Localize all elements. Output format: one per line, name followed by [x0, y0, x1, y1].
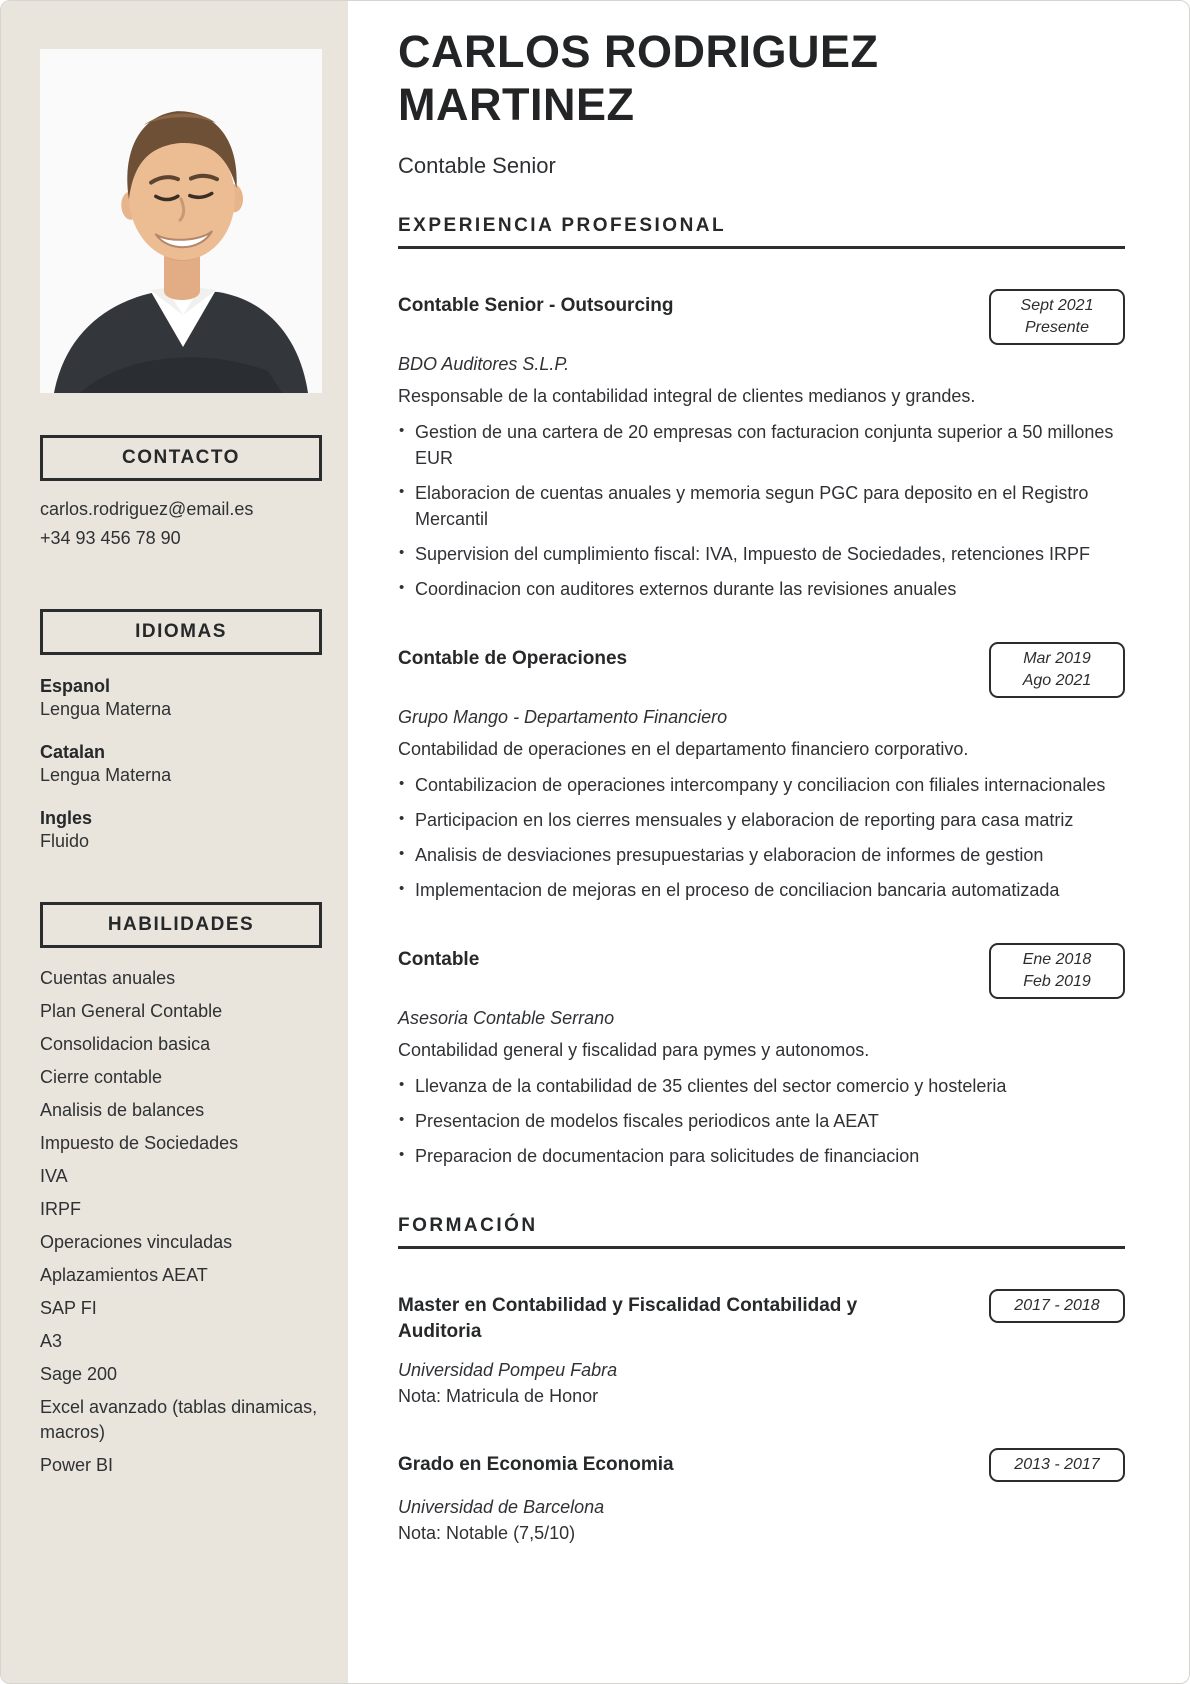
job-title: Contable Senior - Outsourcing — [398, 295, 674, 316]
section-heading-education: FORMACIÓN — [398, 1215, 1125, 1249]
bullet-item: • Supervision del cumplimiento fiscal: IVA, Impuesto de Sociedades, retenciones IRPF — [398, 541, 1125, 567]
education-entry — [398, 1289, 1125, 1408]
language-name: Espanol — [40, 676, 111, 696]
professional-title: Contable Senior — [398, 153, 556, 178]
date-badge-line: 2017 - 2018 — [1014, 1297, 1100, 1314]
bullet-item: • Coordinacion con auditores externos durante las revisiones anuales — [398, 576, 1125, 602]
skill-item: Impuesto de Sociedades — [40, 1133, 239, 1153]
date-badge — [989, 289, 1125, 345]
date-badge — [989, 943, 1125, 999]
section-heading-experience: EXPERIENCIA PROFESIONAL — [398, 215, 1125, 249]
language-item — [40, 741, 322, 787]
skill-item: A3 — [40, 1331, 63, 1351]
job-summary: Contabilidad general y fiscalidad para pymes y autonomos. — [398, 1040, 870, 1060]
date-badge-line: Ago 2021 — [1022, 672, 1092, 689]
job-summary: Contabilidad de operaciones en el departamento financiero corporativo. — [398, 739, 969, 759]
bullet-item: • Elaboracion de cuentas anuales y memoria segun PGC para deposito en el Registro Mercantil — [398, 480, 1125, 532]
contact-email: carlos.rodriguez@email.es — [40, 499, 254, 519]
contact-phone: +34 93 456 78 90 — [40, 528, 181, 548]
skill-item: Aplazamientos AEAT — [40, 1265, 208, 1285]
degree-title: Grado en Economia Economia — [398, 1454, 674, 1475]
skill-item: Plan General Contable — [40, 1001, 223, 1021]
bullet-item: • Presentacion de modelos fiscales periodicos ante la AEAT — [398, 1108, 1125, 1134]
language-item — [40, 675, 322, 721]
job-bullets — [398, 419, 1125, 602]
skill-item: IVA — [40, 1166, 68, 1186]
languages-section — [40, 609, 322, 853]
language-level: Fluido — [40, 831, 90, 851]
job-title: Contable — [398, 949, 480, 970]
job-entry — [398, 943, 1125, 1169]
institution-name: Universidad de Barcelona — [398, 1497, 605, 1517]
company-name: BDO Auditores S.L.P. — [398, 354, 570, 374]
skill-item: Power BI — [40, 1455, 114, 1475]
languages-title-box — [40, 609, 322, 655]
language-name: Ingles — [40, 808, 93, 828]
bullet-item: • Contabilizacion de operaciones intercompany y conciliacion con filiales internacionales — [398, 772, 1125, 798]
bullet-item: • Preparacion de documentacion para solicitudes de financiacion — [398, 1143, 1125, 1169]
date-badge-line: Sept 2021 — [1020, 297, 1094, 314]
date-badge — [989, 1289, 1125, 1323]
job-summary: Responsable de la contabilidad integral de clientes medianos y grandes. — [398, 386, 976, 406]
sidebar — [1, 1, 348, 1683]
skills-title: HABILIDADES — [107, 914, 255, 935]
main-content — [348, 1, 1189, 1683]
skill-item: SAP FI — [40, 1298, 97, 1318]
skill-item: IRPF — [40, 1199, 82, 1219]
job-title: Contable de Operaciones — [398, 648, 628, 669]
degree-title: Master en Contabilidad y Fiscalidad Contabilidad y Auditoria — [398, 1295, 858, 1342]
bullet-item: • Llevanza de la contabilidad de 35 clientes del sector comercio y hosteleria — [398, 1073, 1125, 1099]
date-badge-line: Mar 2019 — [1023, 650, 1091, 667]
job-entry — [398, 642, 1125, 903]
bullet-item: • Implementacion de mejoras en el proceso de conciliacion bancaria automatizada — [398, 877, 1125, 903]
skills-title-box — [40, 902, 322, 948]
contact-title: CONTACTO — [122, 447, 240, 468]
institution-name: Universidad Pompeu Fabra — [398, 1360, 618, 1380]
skill-item: Operaciones vinculadas — [40, 1232, 233, 1252]
date-badge-line: Presente — [1024, 319, 1090, 336]
bullet-item: • Analisis de desviaciones presupuestarias y elaboracion de informes de gestion — [398, 842, 1125, 868]
education-section — [398, 1215, 1125, 1545]
language-name: Catalan — [40, 742, 106, 762]
contact-title-box — [40, 435, 322, 481]
bullet-item: • Gestion de una cartera de 20 empresas con facturacion conjunta superior a 50 millones EUR — [398, 419, 1125, 471]
company-name: Asesoria Contable Serrano — [398, 1008, 615, 1028]
education-entry — [398, 1448, 1125, 1545]
grade-note: Nota: Matricula de Honor — [398, 1386, 599, 1406]
bullet-item: • Participacion en los cierres mensuales y elaboracion de reporting para casa matriz — [398, 807, 1125, 833]
job-entry — [398, 289, 1125, 602]
skill-item: Excel avanzado (tablas dinamicas, macros) — [40, 1397, 318, 1442]
company-name: Grupo Mango - Departamento Financiero — [398, 707, 728, 727]
skills-section — [40, 902, 322, 1478]
job-bullets — [398, 772, 1125, 903]
language-level: Lengua Materna — [40, 765, 172, 785]
job-bullets — [398, 1073, 1125, 1169]
date-badge-line: Feb 2019 — [1023, 973, 1091, 990]
languages-title: IDIOMAS — [135, 621, 227, 642]
skill-item: Sage 200 — [40, 1364, 118, 1384]
grade-note: Nota: Notable (7,5/10) — [398, 1523, 576, 1543]
skill-item: Analisis de balances — [40, 1100, 205, 1120]
contact-section — [40, 435, 322, 553]
skill-item: Cuentas anuales — [40, 968, 176, 988]
date-badge — [989, 1448, 1125, 1482]
date-badge — [989, 642, 1125, 698]
skills-list — [40, 966, 322, 1478]
date-badge-line: 2013 - 2017 — [1014, 1456, 1100, 1473]
language-item — [40, 807, 322, 853]
language-level: Lengua Materna — [40, 699, 172, 719]
experience-section — [398, 215, 1125, 1169]
date-badge-line: Ene 2018 — [1022, 951, 1092, 968]
portrait-illustration — [40, 49, 322, 393]
page-title: CARLOS RODRIGUEZ MARTINEZ — [398, 26, 879, 130]
skill-item: Cierre contable — [40, 1067, 163, 1087]
profile-photo — [40, 49, 322, 393]
skill-item: Consolidacion basica — [40, 1034, 211, 1054]
